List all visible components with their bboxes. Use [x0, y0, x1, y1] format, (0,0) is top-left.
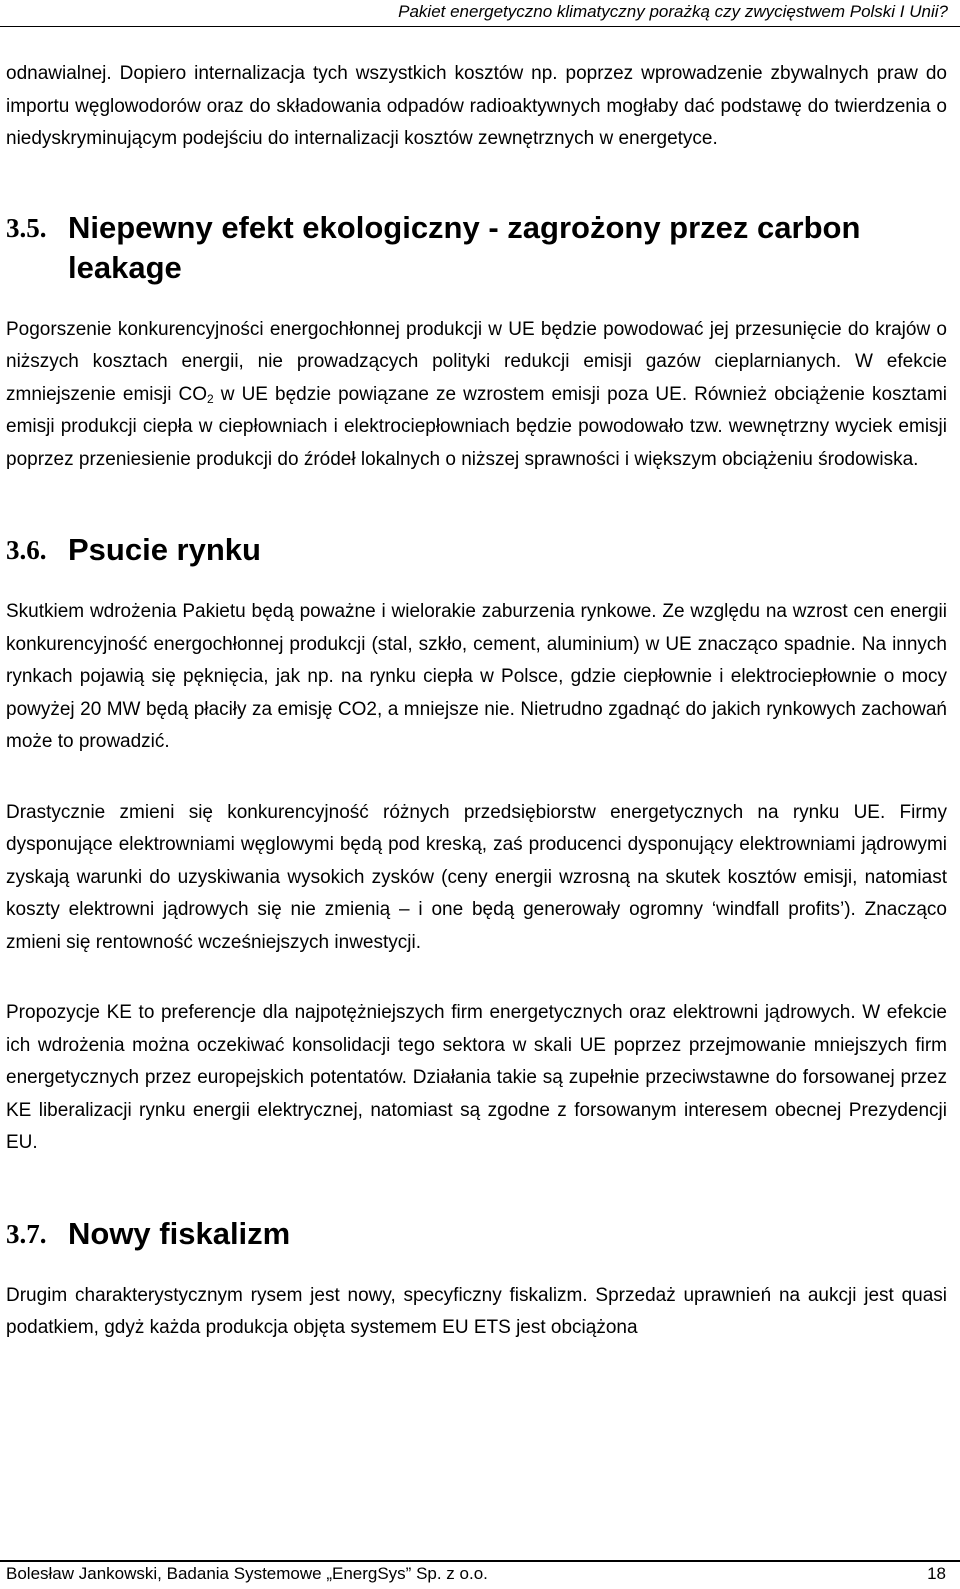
- footer-divider: [0, 1560, 960, 1562]
- section-title: Niepewny efekt ekologiczny - zagrożony przez carbon leakage: [68, 209, 861, 285]
- paragraph-text: Pogorszenie konkurencyjności energochłonnej produkcji w UE będzie powodować jej przesunięcie do krajów o niższych kosztach energii, nie prowadzących polityki redukcji emisji gazów cieplarnianych. W efekcie zmniejszenie emisji CO: [6, 318, 947, 405]
- footer-author: Bolesław Jankowski, Badania Systemowe „EnergSys” Sp. z o.o.: [6, 1564, 488, 1583]
- section-3-6-paragraph-1: Skutkiem wdrożenia Pakietu będą poważne i wielorakie zaburzenia rynkowe. Ze względu na wzrost cen energii konkurencyjność energochłonnej produkcji (stal, szkło, cement, aluminium) w UE znacząco spadnie. Na innych rynkach pojawią się pęknięcia, jak np. na rynku ciepła w Polsce, gdzie ciepłownie i elektrociepłownie o mocy powyżej 20 MW będą płaciły za emisję CO2, a mniejsze nie. Nietrudno zgadnąć do jakich rynkowych zachowań może to prowadzić.: [6, 601, 947, 752]
- section-title: Nowy fiskalizm: [68, 1215, 291, 1251]
- section-number: 3.6.: [6, 535, 47, 565]
- section-heading-3-6: [6, 530, 947, 570]
- page-footer: [6, 1564, 946, 1584]
- section-title: Psucie rynku: [68, 532, 261, 567]
- subscript: 2: [207, 391, 214, 406]
- running-header: Pakiet energetyczno klimatyczny porażką czy zwycięstwem Polski I Unii?: [398, 2, 948, 21]
- section-3-7-paragraph: Drugim charakterystycznym rysem jest nowy, specyficzny fiskalizm. Sprzedaż uprawnień na aukcji jest quasi podatkiem, gdyż każda produkcja objęta systemem EU ETS jest obciążona: [6, 1284, 947, 1338]
- section-3-6-paragraph-3: Propozycje KE to preferencje dla najpotężniejszych firm energetycznych oraz elektrowni jądrowych. W efekcie ich wdrożenia można oczekiwać konsolidacji tego sektora w skali UE poprzez przejmowanie mniejszych firm energetycznych przez europejskich potentatów. Działania takie są zupełnie przeciwstawne do forsowanej przez KE liberalizacji rynku energii elektrycznej, natomiast są zgodne z forsowanym interesem obecnej Prezydencji EU.: [6, 1002, 947, 1153]
- section-heading-3-7: [6, 1214, 947, 1254]
- section-number: 3.7.: [6, 1218, 47, 1249]
- intro-paragraph: odnawialnej. Dopiero internalizacja tych wszystkich kosztów np. poprzez wprowadzenie zbywalnych praw do importu węglowodorów oraz do składowania odpadów radioaktywnych mogłaby dać podstawę do twierdzenia o niedyskryminującym podejściu do internalizacji kosztów zewnętrznych w energetyce.: [6, 63, 947, 149]
- section-3-6-paragraph-2: Drastycznie zmieni się konkurencyjność różnych przedsiębiorstw energetycznych na rynku UE. Firmy dysponujące elektrowniami węglowymi będą pod kreską, zaś producenci dysponujący elektrowniami jądrowymi zyskają warunki do uzyskiwania wysokich zysków (ceny energii wzrosną na skutek kosztów emisji, natomiast koszty elektrowni jądrowych się nie zmienią – i one będą generowały ogromny ‘windfall profits’). Znacząco zmieni się rentowność wcześniejszych inwestycji.: [6, 801, 947, 953]
- page-content: [6, 58, 947, 1345]
- paragraph-text: w UE będzie powiązane ze wzrostem emisji poza UE. Również obciążenie kosztami emisji produkcji ciepła w ciepłowniach i elektrociepłowniach będzie powodowało tzw. wewnętrzny wyciek emisji poprzez przeniesienie produkcji do źródeł lokalnych o niższej sprawności i większym obciążeniu środowiska.: [6, 383, 947, 470]
- section-heading-3-5: [6, 208, 947, 288]
- header-divider: [0, 26, 960, 27]
- page-number: 18: [927, 1564, 946, 1583]
- section-3-5-paragraph: [6, 314, 947, 477]
- section-number: 3.5.: [6, 212, 47, 243]
